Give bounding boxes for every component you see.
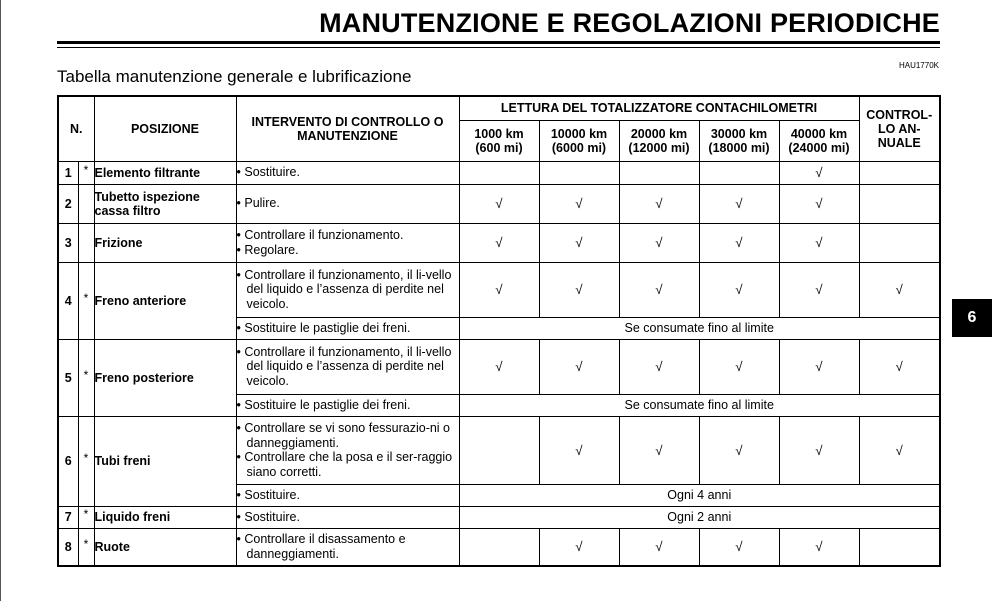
- check-mark: √: [539, 262, 619, 317]
- position-name: Ruote: [94, 528, 236, 566]
- empty-cell: [619, 161, 699, 184]
- check-mark: √: [539, 528, 619, 566]
- empty-cell: [859, 161, 940, 184]
- empty-cell: [859, 223, 940, 262]
- star-marker: *: [78, 503, 94, 525]
- position-name: Tubi freni: [94, 416, 236, 506]
- check-mark: √: [779, 223, 859, 262]
- interval-note: Ogni 4 anni: [459, 484, 940, 506]
- row-number: 6: [58, 416, 78, 506]
- header-interval-4: [699, 120, 779, 161]
- row-number: 8: [58, 528, 78, 566]
- check-mark: √: [699, 528, 779, 566]
- intervention-cell: [236, 416, 459, 484]
- table-row: [58, 223, 940, 262]
- intervention-text: • Controllare che la posa e il ser-raggio siano corretti.: [237, 450, 459, 479]
- interval-km: 1000 km: [474, 126, 524, 141]
- check-mark: √: [699, 223, 779, 262]
- position-name: Freno posteriore: [94, 339, 236, 416]
- table-row: [58, 184, 940, 223]
- interval-mi: (6000 mi): [551, 140, 607, 155]
- check-mark: √: [779, 262, 859, 317]
- position-name: Freno anteriore: [94, 262, 236, 339]
- intervention-text: • Sostituire.: [237, 488, 459, 503]
- table-row: [58, 339, 940, 394]
- check-mark: √: [539, 223, 619, 262]
- row-number: 1: [58, 161, 78, 184]
- section-subtitle: Tabella manutenzione generale e lubrificazione: [57, 67, 412, 86]
- empty-cell: [459, 416, 539, 484]
- row-number: 5: [58, 339, 78, 416]
- check-mark: √: [779, 528, 859, 566]
- intervention-text: • Controllare il funzionamento, il li-vello del liquido e l’assenza di perdite nel veicolo.: [237, 345, 459, 389]
- page-edge: [0, 0, 1, 601]
- interval-km: 40000 km: [790, 126, 848, 141]
- intervention-cell: [236, 317, 459, 339]
- check-mark: √: [619, 262, 699, 317]
- intervention-cell: [236, 528, 459, 566]
- position-name: Elemento filtrante: [94, 161, 236, 184]
- empty-cell: [859, 528, 940, 566]
- table-row: [58, 161, 940, 184]
- check-mark: √: [459, 223, 539, 262]
- empty-cell: [699, 161, 779, 184]
- check-mark: √: [459, 339, 539, 394]
- intervention-cell: [236, 161, 459, 184]
- annual-check-mark: √: [859, 416, 940, 484]
- check-mark: √: [619, 184, 699, 223]
- position-name: Liquido freni: [94, 506, 236, 528]
- intervention-cell: [236, 506, 459, 528]
- intervention-cell: [236, 223, 459, 262]
- star-marker: *: [78, 158, 94, 181]
- annual-check-mark: √: [859, 262, 940, 317]
- star-marker: *: [78, 525, 94, 563]
- interval-note: Ogni 2 anni: [459, 506, 940, 528]
- row-number: 7: [58, 506, 78, 528]
- intervention-cell: [236, 484, 459, 506]
- maintenance-table: [57, 95, 941, 567]
- check-mark: √: [699, 262, 779, 317]
- position-name: Tubetto ispezione cassa filtro: [94, 184, 236, 223]
- interval-note: Se consumate fino al limite: [459, 394, 940, 416]
- check-mark: √: [779, 184, 859, 223]
- intervention-text: • Controllare se vi sono fessurazio-ni o danneggiamenti.: [237, 421, 459, 450]
- check-mark: √: [459, 184, 539, 223]
- intervention-cell: [236, 339, 459, 394]
- interval-km: 10000 km: [550, 126, 608, 141]
- page-title: MANUTENZIONE E REGOLAZIONI PERIODICHE: [319, 8, 940, 38]
- table-row: [58, 506, 940, 528]
- check-mark: √: [779, 161, 859, 184]
- table-row: [58, 528, 940, 566]
- position-name: Frizione: [94, 223, 236, 262]
- check-mark: √: [699, 416, 779, 484]
- check-mark: √: [539, 339, 619, 394]
- intervention-text: • Regolare.: [237, 243, 459, 258]
- header-intervention: INTERVENTO DI CONTROLLO O MANUTENZIONE: [236, 96, 459, 161]
- star-marker: [78, 184, 94, 223]
- intervention-text: • Sostituire.: [237, 165, 459, 180]
- interval-km: 30000 km: [710, 126, 768, 141]
- annual-check-mark: √: [859, 339, 940, 394]
- star-marker: *: [78, 413, 94, 503]
- header-interval-3: [619, 120, 699, 161]
- empty-cell: [539, 161, 619, 184]
- check-mark: √: [619, 528, 699, 566]
- intervention-cell: [236, 184, 459, 223]
- intervention-cell: [236, 394, 459, 416]
- star-marker: [78, 223, 94, 262]
- header-annual-line-3: NUALE: [877, 135, 921, 150]
- check-mark: √: [619, 223, 699, 262]
- document-code: HAU1770K: [898, 61, 939, 70]
- intervention-text: • Sostituire le pastiglie dei freni.: [237, 321, 459, 336]
- interval-mi: (24000 mi): [788, 140, 850, 155]
- check-mark: √: [779, 416, 859, 484]
- empty-cell: [859, 184, 940, 223]
- star-marker: *: [78, 336, 94, 413]
- table-row: [58, 262, 940, 317]
- interval-mi: (18000 mi): [708, 140, 770, 155]
- header-annual-check: [859, 96, 940, 161]
- check-mark: √: [539, 416, 619, 484]
- intervention-cell: [236, 262, 459, 317]
- header-odometer: LETTURA DEL TOTALIZZATORE CONTACHILOMETRI: [459, 96, 859, 120]
- interval-km: 20000 km: [630, 126, 688, 141]
- title-rule-thin: [57, 47, 940, 48]
- header-interval-2: [539, 120, 619, 161]
- header-annual-line-1: CONTROL-: [866, 107, 933, 122]
- check-mark: √: [539, 184, 619, 223]
- header-annual-line-2: LO AN-: [877, 121, 921, 136]
- header-interval-1: [459, 120, 539, 161]
- interval-note: Se consumate fino al limite: [459, 317, 940, 339]
- empty-cell: [459, 161, 539, 184]
- check-mark: √: [779, 339, 859, 394]
- row-number: 3: [58, 223, 78, 262]
- header-interval-5: [779, 120, 859, 161]
- check-mark: √: [699, 184, 779, 223]
- header-num: N.: [58, 96, 94, 161]
- interval-mi: (12000 mi): [628, 140, 690, 155]
- intervention-text: • Sostituire le pastiglie dei freni.: [237, 398, 459, 413]
- intervention-text: • Pulire.: [237, 196, 459, 211]
- check-mark: √: [619, 339, 699, 394]
- empty-cell: [459, 528, 539, 566]
- row-number: 2: [58, 184, 78, 223]
- title-rule: [57, 41, 940, 44]
- intervention-text: • Controllare il funzionamento, il li-vello del liquido e l’assenza di perdite nel veicolo.: [237, 268, 459, 312]
- header-position: POSIZIONE: [94, 96, 236, 161]
- intervention-text: • Controllare il disassamento e danneggiamenti.: [237, 532, 459, 561]
- table-row: [58, 416, 940, 484]
- star-marker: *: [78, 259, 94, 336]
- check-mark: √: [459, 262, 539, 317]
- intervention-text: • Controllare il funzionamento.: [237, 228, 459, 243]
- intervention-text: • Sostituire.: [237, 510, 459, 525]
- row-number: 4: [58, 262, 78, 339]
- check-mark: √: [699, 339, 779, 394]
- chapter-tab[interactable]: 6: [952, 299, 992, 337]
- interval-mi: (600 mi): [475, 140, 523, 155]
- check-mark: √: [619, 416, 699, 484]
